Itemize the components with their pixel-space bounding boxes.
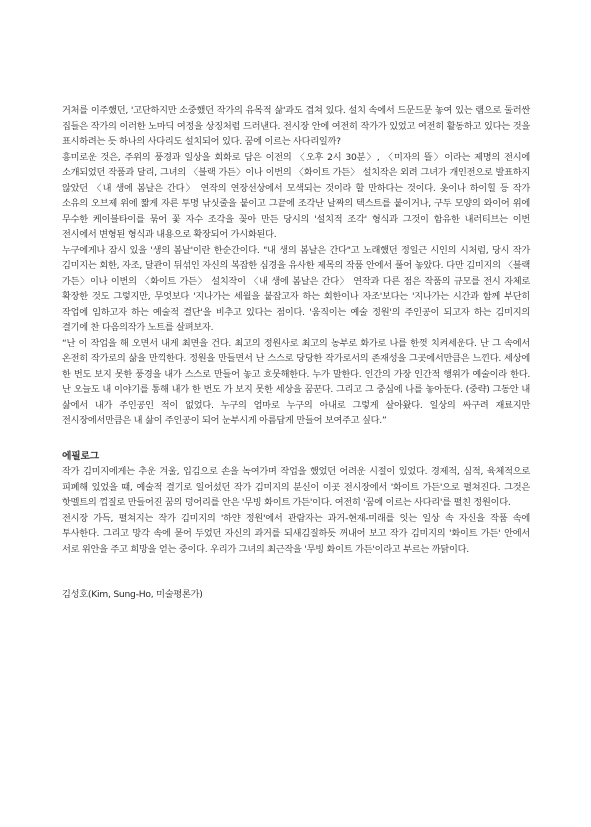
- article-body: [62, 103, 530, 603]
- body-paragraph: 흥미로운 것은, 주위의 풍경과 일상을 회화로 담은 이전의 〈오후 2시 30분〉, 〈미자의 뜰〉이라는 제명의 전시에 소개되었던 작품과 달리, 그녀의 〈블랙 가든〉이나 이번의 〈화이트 가든〉 설치작은 외려 그녀가 개인전으로 발표하지 않았던 〈내 생에 봄날은 간다〉 연작의 연장선상에서 모색되는 것이라 할 만하다는 것이다. 옷이나 하이힐 등 작가 소유의 오브제 위에 짧게 자른 투명 낚싯줄을 붙이고 그끝에 조각난 날짜의 텍스트를 붙이거나, 구두 모양의 와이어 위에 무수한 케이블타이를 묶어 꽃 자수 조각을 꽂아 만든 당시의 '설치적 조각' 형식과 그것이 함유한 내러티브는 이번 전시에서 변형된 형식과 내용으로 확장되어 가시화된다.: [62, 151, 530, 240]
- epilogue-heading: 에필로그: [62, 450, 100, 462]
- epilogue-paragraph: 작가 김미지에게는 추운 겨울, 입김으로 손을 녹여가며 작업을 했었던 어려운 시절이 있었다. 경제적, 심적, 육체적으로 피폐해 있었을 때, 예술적 결기로 일어섰던 작가 김미지의 분신이 이곳 전시장에서 '화이트 가든'으로 펼쳐진다. 그것은 핫멜트의 껍질로 만들어진 꿈의 덩어리를 안은 '무빙 화이트 가든'이다. 여전히 '꿈에 이르는 사다리'를 펼친 정원이다.: [62, 466, 530, 508]
- body-paragraph: 누구에게나 잠시 있을 '생의 봄날'이란 한순간이다. "내 생의 봄날은 간다"고 노래했던 정일근 시인의 시처럼, 당시 작가 김미지는 회한, 자조, 달관이 뒤섞인 자신의 복잡한 심경을 유사한 제목의 작품 안에서 풀어 놓았다. 다만 김미지의 〈블랙 가든〉이나 이번의 〈화이트 가든〉 설치작이 〈내 생에 봄날은 간다〉 연작과 다른 점은 작품의 규모를 전시 자체로 확장한 것도 그렇지만, 무엇보다 '지나가는 세월을 붙잡고자 하는 회한이나 자조'보다는 '지나가는 시간과 함께 부단히 작업에 임하고자 하는 예술적 결단'을 비추고 있다는 점이다. '움직이는 예술 정원'의 주인공이 되고자 하는 김미지의 결기에 찬 다음의작가 노트를 살펴보자.: [62, 244, 530, 333]
- body-paragraph: 거처를 이주했던, '고단하지만 소중했던 작가의 유목적 삶'과도 겹쳐 있다. 설치 속에서 드문드문 놓여 있는 램으로 둘러싼 집들은 작가의 이러한 노마딕 여정을 상징처럼 드러낸다. 전시장 안에 여전히 작가가 있었고 여전히 활동하고 있다는 것을 표시하려는 듯 하나의 사다리도 설치되어 있다. 꿈에 이르는 사다리일까?: [62, 105, 530, 147]
- epilogue-paragraph: 전시장 가득, 펼쳐지는 작가 김미지의 '하얀 정원'에서 관람자는 과거-현재-미래를 잇는 일상 속 자신을 작품 속에 투사한다. 그리고 망각 속에 묻어 두었던 자신의 과거를 되새김질하듯 꺼내어 보고 작가 김미지의 '화이트 가든' 안에서 서로 위안을 주고 희망을 얻는 중이다. 우리가 그녀의 최근작을 '무빙 화이트 가든'이라고 부르는 까닭이다.: [62, 512, 530, 555]
- author-signature: 김성호(Kim, Sung-Ho, 미술평론가): [62, 589, 203, 600]
- artist-note-quote: “난 이 작업을 해 오면서 내게 최면을 건다. 최고의 정원사로 최고의 농부로 화가로 나를 한껏 치켜세운다. 난 그 속에서 온전히 작가로의 삶을 만끽한다. 정원을 만들면서 난 스스로 당당한 작가로서의 존재성을 그곳에서만큼은 느낀다. 세상에 한 번도 보지 못한 풍경을 내가 스스로 만들어 놓고 흐뭇해한다. 누가 말한다. 인간의 가장 인간적 행위가 예술이라 한다. 난 오늘도 내 이야기를 통해 내가 한 번도 가 보지 못한 세상을 꿈꾼다. 그리고 그 중심에 나를 놓아둔다. (중략) 그동안 내 삶에서 내가 주인공인 적이 없었다. 누구의 엄마로 누구의 아내로 그렇게 살아왔다. 일상의 싸구려 재료지만 전시장에서만큼은 내 삶이 주인공이 되어 눈부시게 아름답게 만들어 보여주고 싶다.”: [62, 337, 530, 426]
